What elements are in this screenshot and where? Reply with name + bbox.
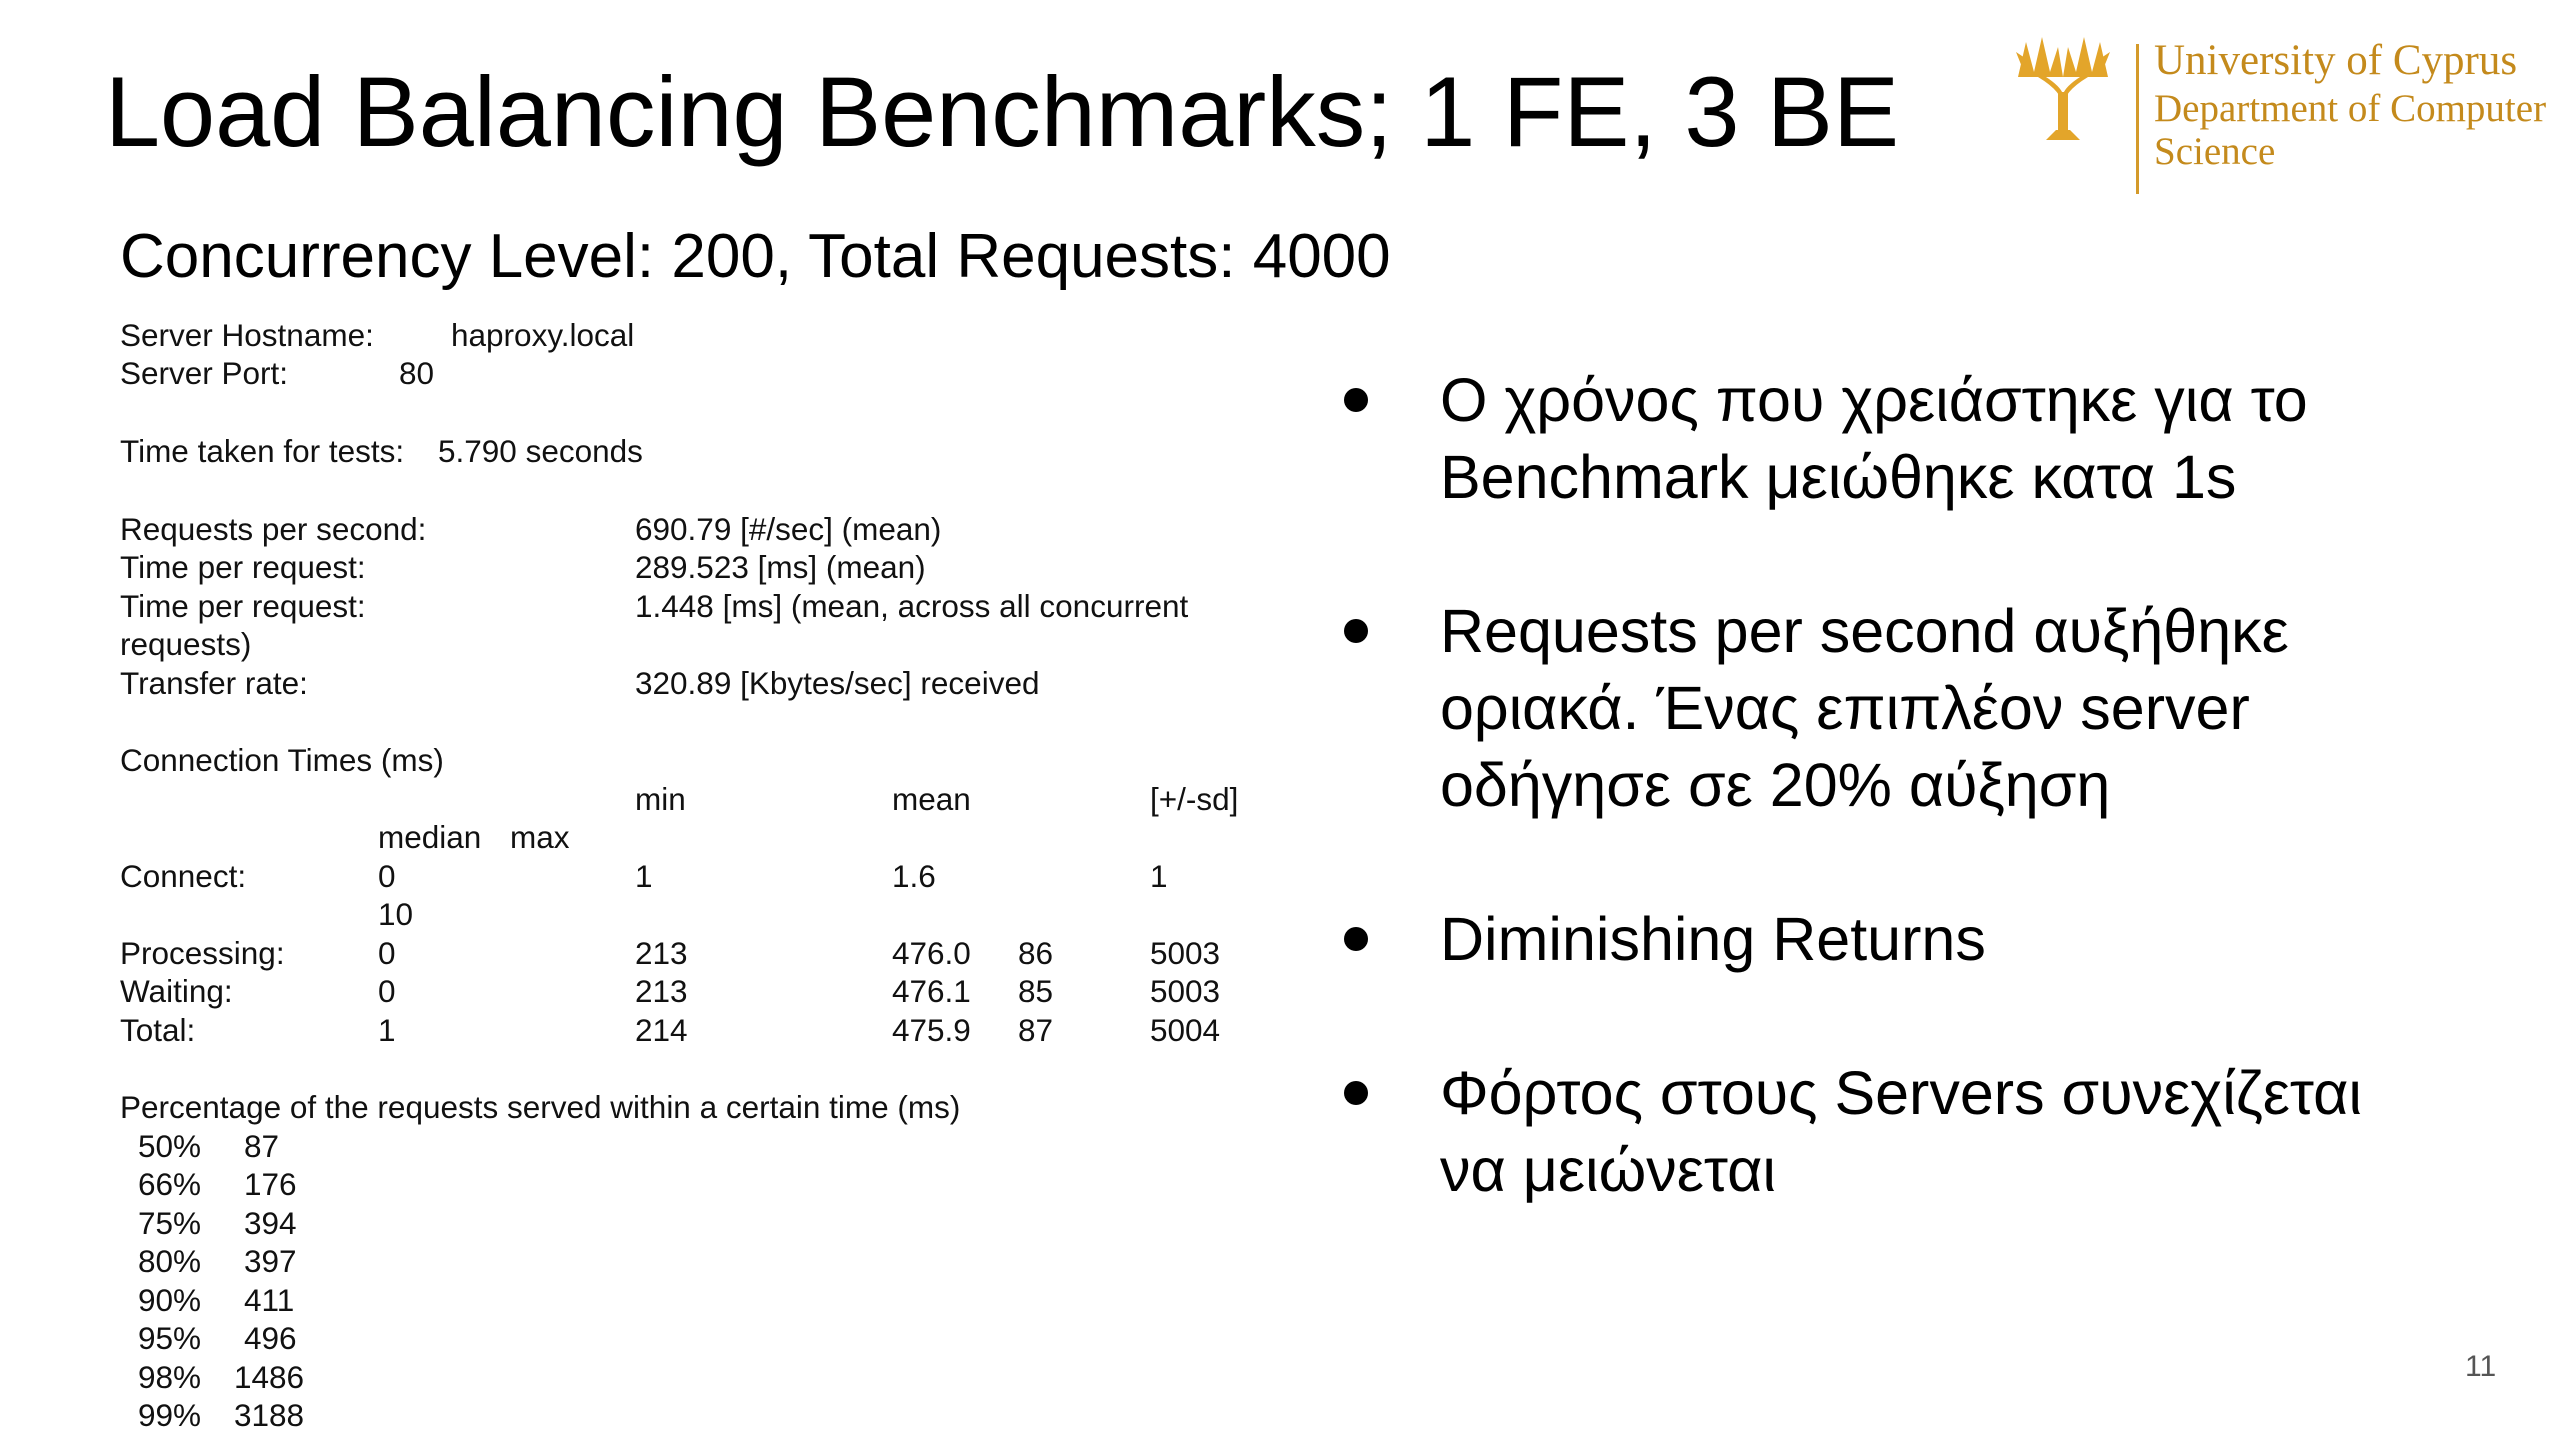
total-col2: 214: [635, 1012, 688, 1048]
slide-subtitle: Concurrency Level: 200, Total Requests: 4000: [120, 222, 1391, 291]
waiting-col3: 476.1: [892, 973, 971, 1009]
logo-divider: [2136, 44, 2139, 194]
percentile-ms: 3188: [234, 1397, 305, 1433]
connect-col3: 1.6: [892, 858, 936, 894]
percentile-pct: 99%: [138, 1397, 202, 1433]
bullet-line: οριακά. Ένας επιπλέον server: [1440, 674, 2250, 742]
rps-label: Requests per second:: [120, 511, 427, 547]
connect-col2: 1: [635, 858, 653, 894]
transfer-rate-value: 320.89 [Kbytes/sec] received: [635, 665, 1040, 701]
bullet-line: Diminishing Returns: [1440, 905, 1986, 973]
percentile-pct: 95%: [138, 1320, 202, 1356]
processing-col3: 476.0: [892, 935, 971, 971]
connect-col5: 1: [1150, 858, 1168, 894]
time-per-request-value: 289.523 [ms] (mean): [635, 549, 926, 585]
logo-department: Department of Computer: [2154, 87, 2547, 130]
percentile-pct: 50%: [138, 1128, 202, 1164]
connect-label: Connect:: [120, 858, 247, 894]
logo-text: [2154, 35, 2546, 173]
rps-value: 690.79 [#/sec] (mean): [635, 511, 942, 547]
processing-col4: 86: [1018, 935, 1054, 971]
total-col4: 87: [1018, 1012, 1054, 1048]
percentile-pct: 66%: [138, 1166, 202, 1202]
percentile-ms: 176: [244, 1166, 297, 1202]
total-col5: 5004: [1150, 1012, 1221, 1048]
waiting-col4: 85: [1018, 973, 1054, 1009]
logo-university: University of Cyprus: [2154, 37, 2518, 84]
percentile-ms: 394: [244, 1205, 297, 1241]
percentile-pct: 98%: [138, 1359, 202, 1395]
tree-logo-icon: [2008, 22, 2118, 142]
time-taken-value: 5.790 seconds: [438, 433, 643, 469]
percentile-ms: 87: [244, 1128, 280, 1164]
bullet-line: Benchmark μειώθηκε κατα 1s: [1440, 443, 2237, 511]
server-port-label: Server Port:: [120, 355, 289, 391]
slide-title: Load Balancing Benchmarks; 1 FE, 3 BE: [105, 56, 1899, 167]
processing-col1: 0: [378, 935, 396, 971]
bullet-dot-icon: [1344, 619, 1368, 643]
bullet-line: οδήγησε σε 20% αύξηση: [1440, 751, 2111, 819]
connection-times-title: Connection Times (ms): [120, 742, 444, 778]
total-col3: 475.9: [892, 1012, 971, 1048]
time-per-request-concurrent-value: 1.448 [ms] (mean, across all concurrent: [635, 588, 1189, 624]
server-hostname-value: haproxy.local: [451, 317, 635, 353]
percentile-ms: 397: [244, 1243, 297, 1279]
time-per-request-wrap: requests): [120, 626, 252, 662]
connect-col1: 0: [378, 858, 396, 894]
bullet-dot-icon: [1344, 1081, 1368, 1105]
percentage-title: Percentage of the requests served within a certain time (ms): [120, 1089, 961, 1125]
bullet-line: να μειώνεται: [1440, 1136, 1776, 1204]
server-hostname-label: Server Hostname:: [120, 317, 374, 353]
percentile-pct: 75%: [138, 1205, 202, 1241]
university-logo: [2008, 22, 2548, 192]
processing-label: Processing:: [120, 935, 285, 971]
bullet-line: Requests per second αυξήθηκε: [1440, 597, 2289, 665]
bullet-dot-icon: [1344, 388, 1368, 412]
header-max: max: [510, 819, 570, 855]
page-number: 11: [2465, 1350, 2497, 1383]
processing-col5: 5003: [1150, 935, 1221, 971]
percentile-ms: 1486: [234, 1359, 305, 1395]
header-median: median: [378, 819, 482, 855]
waiting-col1: 0: [378, 973, 396, 1009]
header-min: min: [635, 781, 686, 817]
processing-col2: 213: [635, 935, 688, 971]
header-sd: [+/-sd]: [1150, 781, 1239, 817]
percentile-pct: 80%: [138, 1243, 202, 1279]
total-label: Total:: [120, 1012, 196, 1048]
bullet-line: Ο χρόνος που χρειάστηκε για το: [1440, 366, 2308, 434]
bullet-line: Φόρτος στους Servers συνεχίζεται: [1440, 1059, 2362, 1127]
header-mean: mean: [892, 781, 971, 817]
waiting-label: Waiting:: [120, 973, 233, 1009]
percentile-ms: 411: [244, 1282, 295, 1318]
percentile-pct: 90%: [138, 1282, 202, 1318]
waiting-col5: 5003: [1150, 973, 1221, 1009]
percentile-ms: 496: [244, 1320, 297, 1356]
total-col1: 1: [378, 1012, 396, 1048]
time-per-request-concurrent-label: Time per request:: [120, 588, 366, 624]
time-taken-label: Time taken for tests:: [120, 433, 405, 469]
time-per-request-label: Time per request:: [120, 549, 366, 585]
waiting-col2: 213: [635, 973, 688, 1009]
bullet-dot-icon: [1344, 927, 1368, 951]
server-port-value: 80: [399, 355, 435, 391]
connect-wrap: 10: [378, 896, 414, 932]
logo-science: Science: [2154, 130, 2276, 173]
transfer-rate-label: Transfer rate:: [120, 665, 308, 701]
